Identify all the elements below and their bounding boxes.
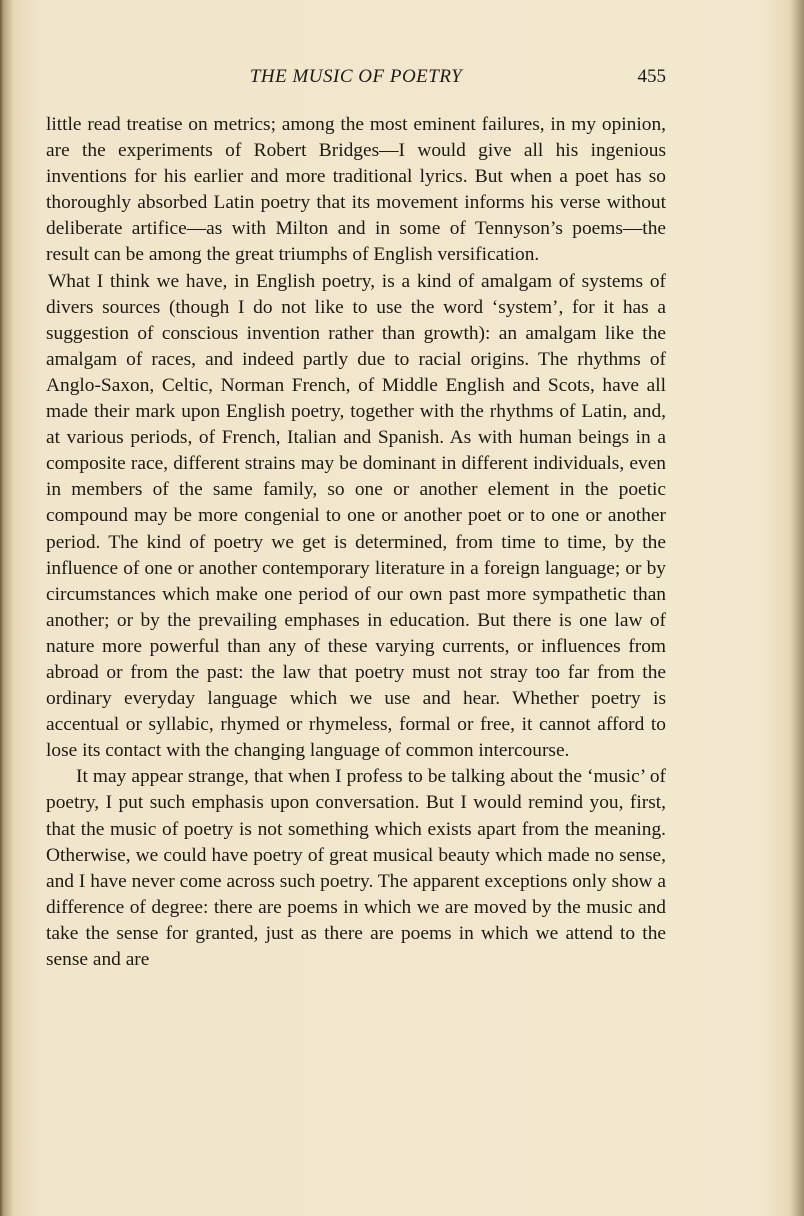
running-head — [46, 66, 666, 90]
running-head-title: THE MUSIC OF POETRY — [249, 66, 463, 87]
paragraph-music: It may appear strange, that when I profess to be talking about the ‘music’ of poetry, I put such emphasis upon conversation. But I would remind you, first, that the music of poetry is not something which exists apart from the meaning. Otherwise, we could have poetry of great musical beauty which made no sense, and I have never come across such poetry. The apparent exceptions only show a difference of degree: there are poems in which we are moved by the music and take the sense for granted, just as there are poems in which we attend to the sense and are — [46, 766, 666, 970]
paragraph-amalgam: What I think we have, in English poetry, is a kind of amalgam of systems of divers sources (though I do not like to use the word ‘system’, for it has a suggestion of conscious invention rather than growth): an amalgam like the amalgam of races, and indeed partly due to racial origins. The rhythms of Anglo-Saxon, Celtic, Norman French, of Middle English and Scots, have all made their mark upon English poetry, together with the rhythms of Latin, and, at various periods, of French, Italian and Spanish. As with human beings in a composite race, different strains may be dominant in different individuals, even in members of the same family, so one or another element in the poetic compound may be more congenial to one or another poet or to one or another period. The kind of poetry we get is determined, from time to time, by the influence of one or another contemporary literature in a foreign language; or by circumstances which make one period of our own past more sympathetic than another; or by the prevailing emphases in education. But there is one law of nature more powerful than any of these varying currents, or influences from abroad or from the past: the law that poetry must not stray too far from the ordinary everyday language which we use and hear. Whether poetry is accentual or syllabic, rhymed or rhymeless, formal or free, it cannot afford to lose its contact with the changing language of common intercourse. — [46, 270, 666, 762]
paragraph-continued: little read treatise on metrics; among the most eminent failures, in my opinion, are the experiments of Robert Bridges—I would give all his ingenious inventions for his earlier and more traditional lyrics. But when a poet has so thoroughly absorbed Latin poetry that its movement informs his verse without deliberate artifice—as with Milton and in some of Tennyson’s poems—the result can be among the great triumphs of English versification. — [46, 114, 666, 266]
body-text — [46, 112, 666, 973]
page-number: 455 — [637, 66, 666, 87]
